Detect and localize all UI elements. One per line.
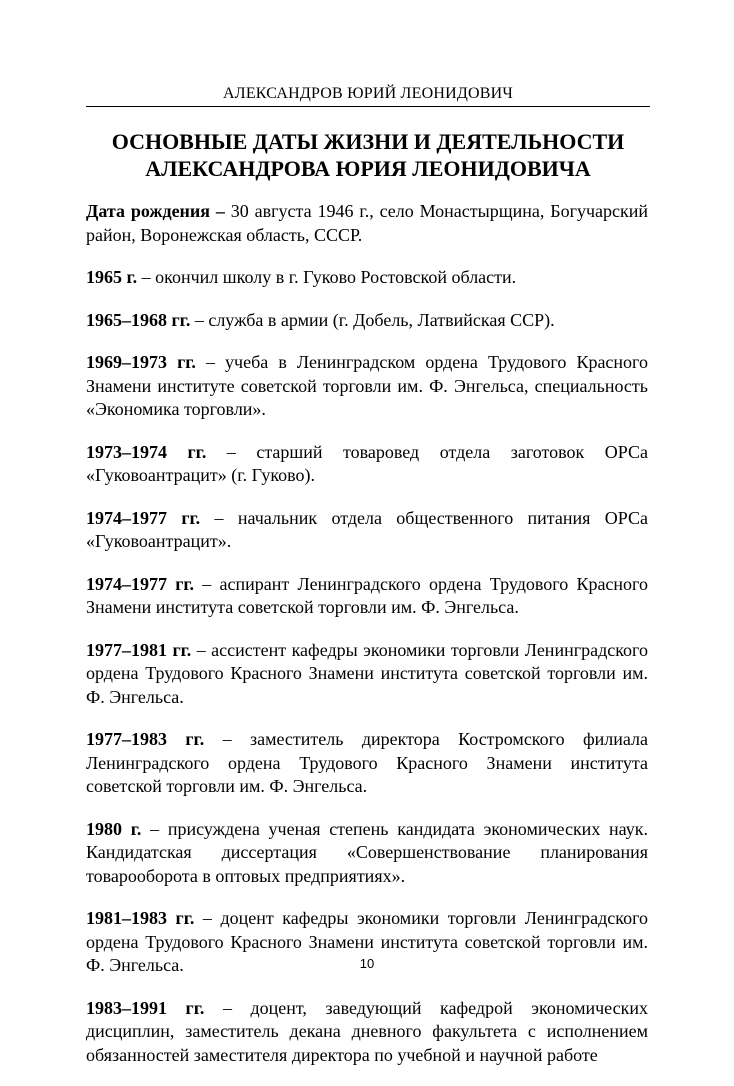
page-title-line-1: ОСНОВНЫЕ ДАТЫ ЖИЗНИ И ДЕЯТЕЛЬНОСТИ xyxy=(111,129,625,154)
page-title-line-2: АЛЕКСАНДРОВА ЮРИЯ ЛЕОНИДОВИЧА xyxy=(145,156,591,181)
entry-date: 1973–1974 гг. xyxy=(86,441,207,462)
chronology-entry xyxy=(86,818,648,889)
chronology-entry xyxy=(86,266,648,290)
entry-date: 1981–1983 гг. xyxy=(86,908,195,928)
entry-text: – заместитель директора Костромского филиала Ленинградского ордена Трудового Красного Знамени института советской торговли им. Ф. Энгельса. xyxy=(86,729,648,796)
entry-text: – старший товаровед отдела заготовок ОРСа «Гуковоантрацит» (г. Гуково). xyxy=(86,441,648,485)
chronology-entry xyxy=(86,728,648,799)
chronology-entry-birth xyxy=(86,200,648,247)
entry-date: 1974–1977 гг. xyxy=(86,507,201,528)
chronology-entry xyxy=(86,639,648,710)
entry-text: 30 августа 1946 г., село Монастырщина, Богучарский район, Воронежская область, СССР. xyxy=(86,201,648,245)
entry-date: 1980 г. xyxy=(86,818,142,839)
entry-date: 1977–1981 гг. xyxy=(86,639,192,660)
page-number: 10 xyxy=(359,956,375,971)
running-header: АЛЕКСАНДРОВ ЮРИЙ ЛЕОНИДОВИЧ xyxy=(86,84,650,107)
entry-text: – учеба в Ленинградском ордена Трудового Красного Знамени институте советской торговли им. Ф. Энгельса, специальность «Экономика торговли». xyxy=(86,352,648,419)
chronology-entry xyxy=(86,351,648,422)
entry-text: – служба в армии (г. Добель, Латвийская ССР). xyxy=(190,309,555,330)
entry-text: – аспирант Ленинградского ордена Трудового Красного Знамени института советской торговли им. Ф. Энгельса. xyxy=(86,573,648,617)
entry-text: – присуждена ученая степень кандидата экономических наук. Кандидатская диссертация «Совершенствование планирования товарооборота в оптовых предприятиях». xyxy=(86,818,648,886)
entry-date: 1974–1977 гг. xyxy=(86,573,195,594)
entry-date: Дата рождения – xyxy=(86,201,225,221)
entry-date: 1983–1991 гг. xyxy=(86,997,205,1018)
chronology-entry xyxy=(86,441,648,488)
chronology-entry xyxy=(86,997,648,1068)
page-title xyxy=(86,128,650,182)
entry-text: – окончил школу в г. Гуково Ростовской области. xyxy=(137,267,517,287)
entry-date: 1977–1983 гг. xyxy=(86,729,205,749)
entry-date: 1969–1973 гг. xyxy=(86,352,196,372)
entry-text: – начальник отдела общественного питания ОРСа «Гуковоантрацит». xyxy=(86,507,648,551)
entry-date: 1965–1968 гг. xyxy=(86,309,191,330)
chronology-entry xyxy=(86,507,648,554)
chronology-entry xyxy=(86,309,648,333)
entry-text: – доцент кафедры экономики торговли Ленинградского ордена Трудового Красного Знамени института советской торговли им. Ф. Энгельса. xyxy=(86,908,648,975)
entry-text: – доцент, заведующий кафедрой экономических дисциплин, заместитель декана дневного факультета с исполнением обязанностей заместителя директора по учебной и научной работе xyxy=(86,997,648,1065)
chronology-entry xyxy=(86,573,648,620)
entry-date: 1965 г. xyxy=(86,267,138,287)
chronology-list xyxy=(86,200,648,1086)
entry-text: – ассистент кафедры экономики торговли Ленинградского ордена Трудового Красного Знамени института советской торговли им. Ф. Энгельса. xyxy=(86,639,648,707)
